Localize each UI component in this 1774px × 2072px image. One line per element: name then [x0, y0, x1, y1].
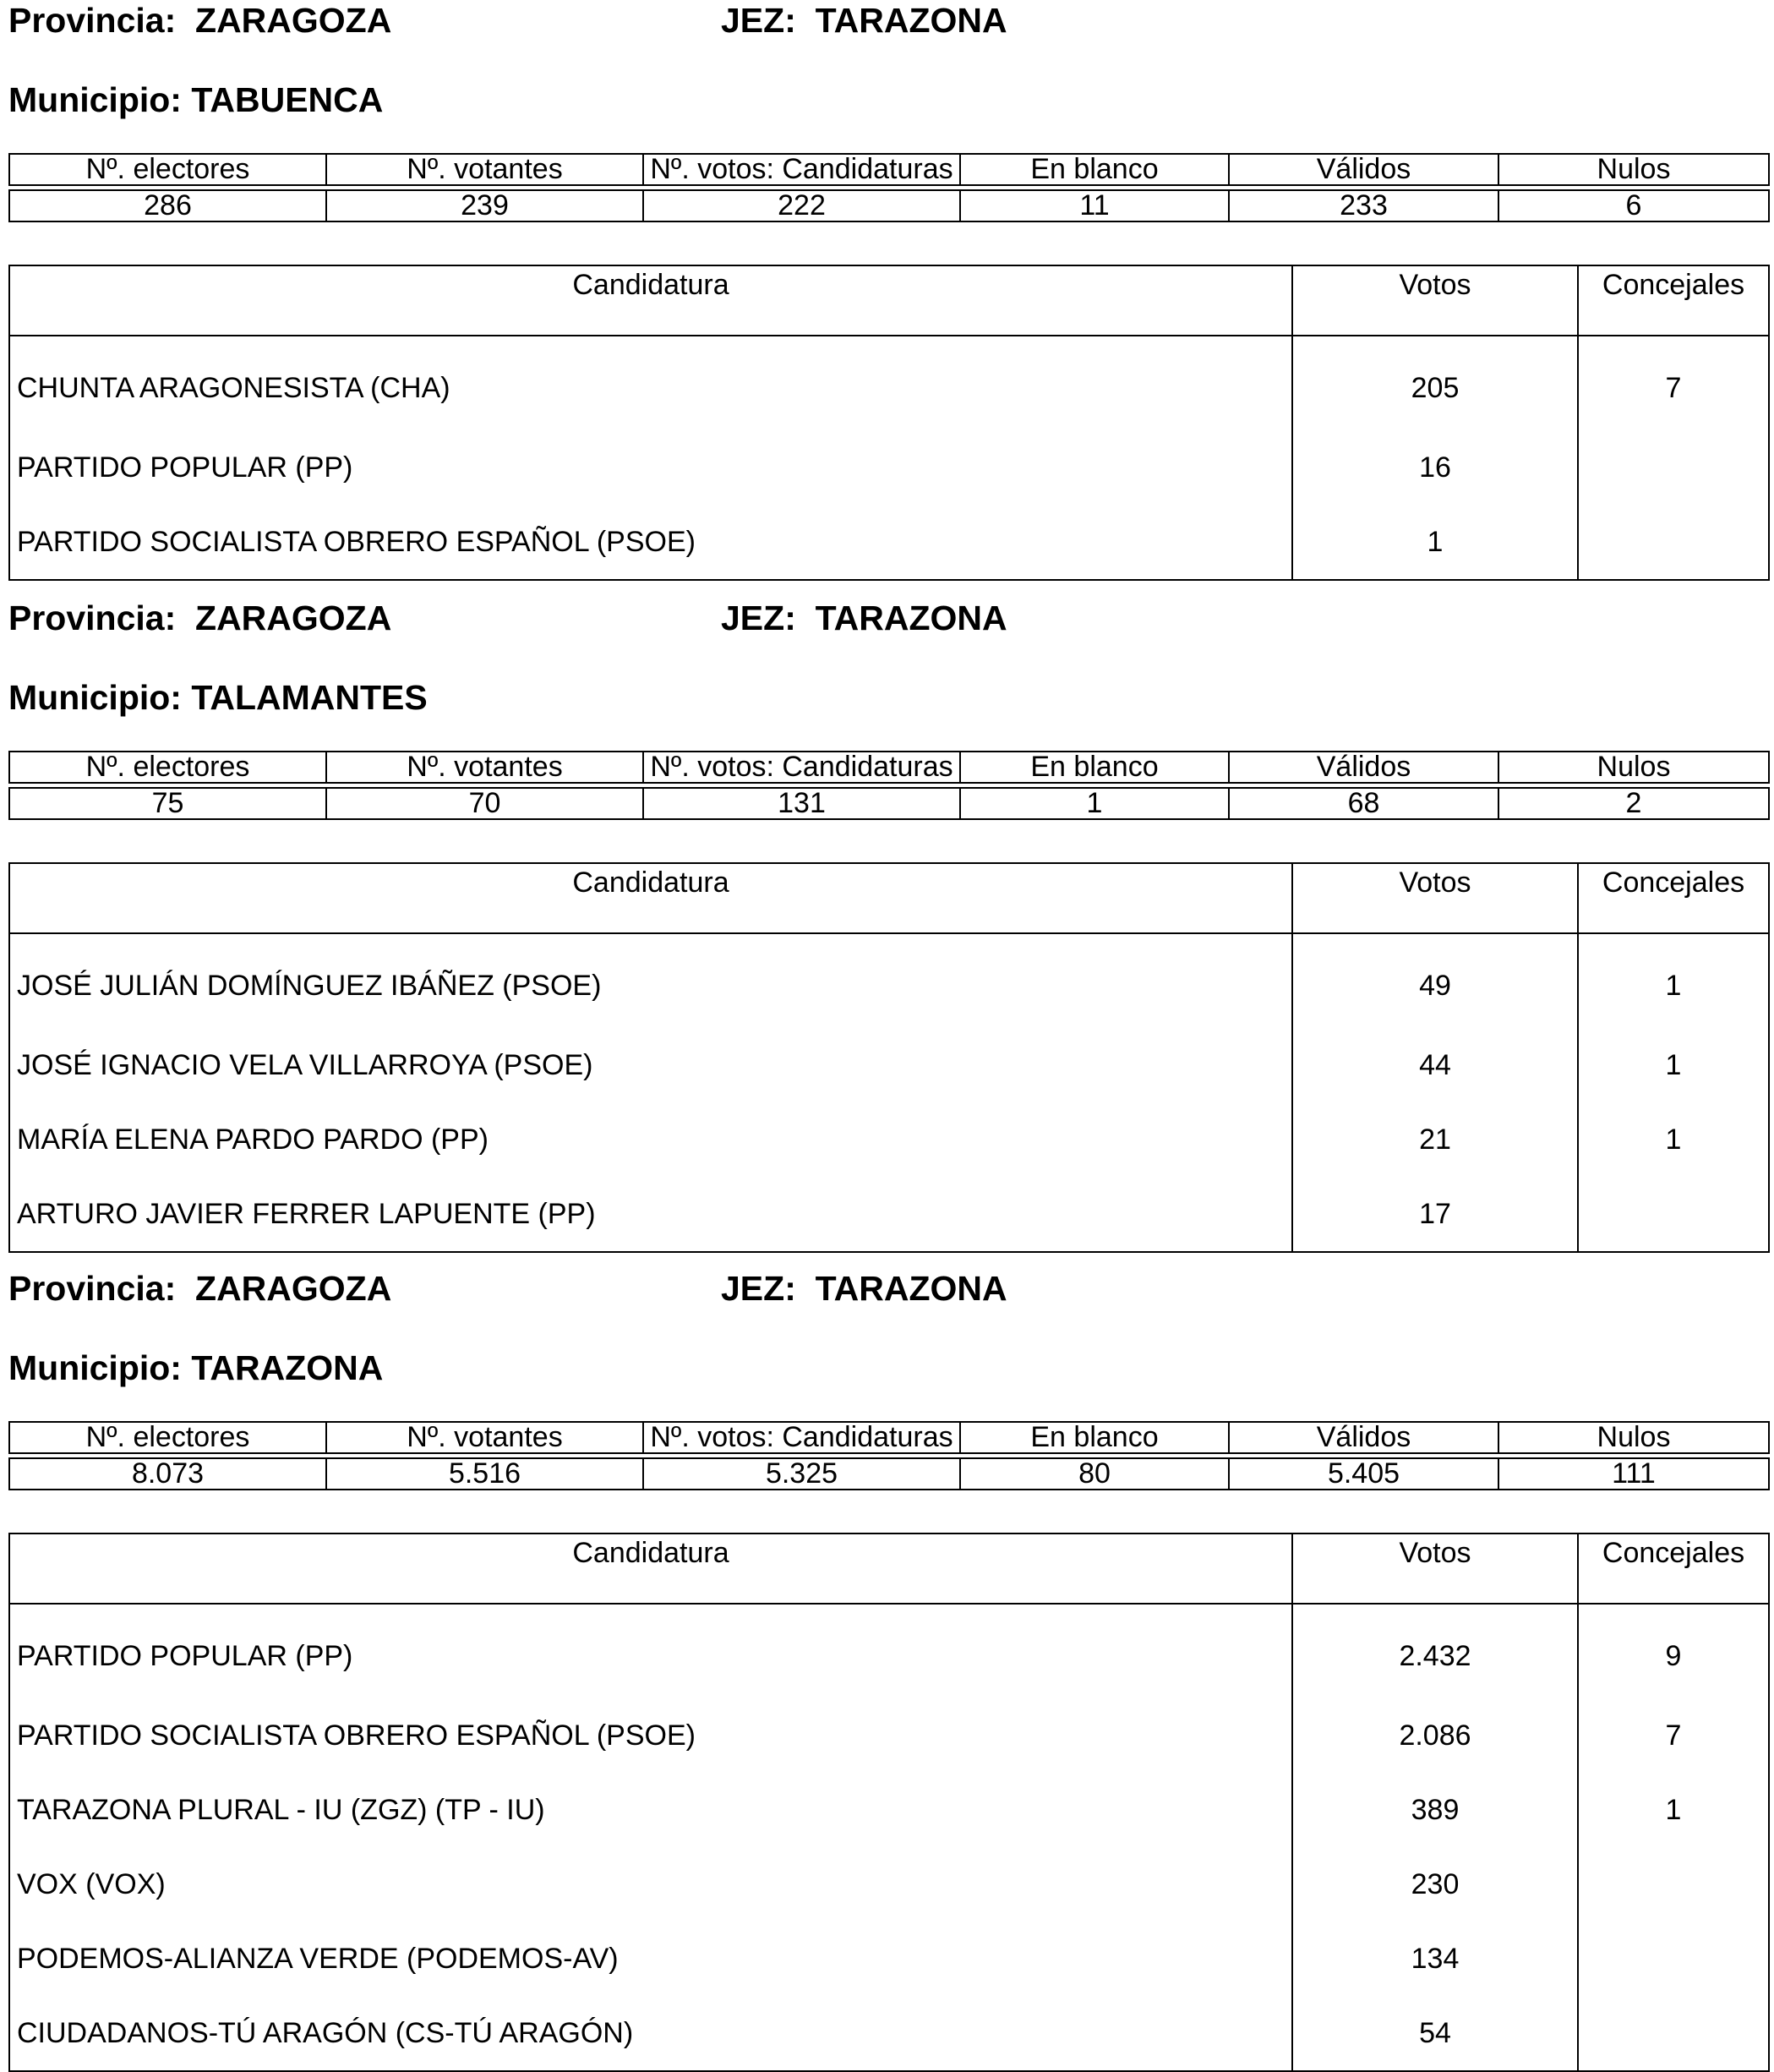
- provincia-heading: [8, 0, 391, 41]
- votos-candidaturas-header: Nº. votos: Candidaturas: [643, 154, 960, 185]
- validos-header: Válidos: [1229, 752, 1498, 783]
- nulos-value: 111: [1498, 1458, 1769, 1490]
- municipio-label: Municipio:: [8, 678, 182, 717]
- municipio-value: TALAMANTES: [191, 678, 428, 717]
- jez-heading: [721, 598, 1007, 638]
- votantes-header: Nº. votantes: [326, 154, 643, 185]
- candidatura-name: JOSÉ JULIÁN DOMÍNGUEZ IBÁÑEZ (PSOE): [17, 970, 602, 1002]
- candidatura-name: MARÍA ELENA PARDO PARDO (PP): [17, 1123, 489, 1156]
- votos-value: 44: [1292, 1028, 1578, 1102]
- results-table: [8, 1533, 1770, 2072]
- jez-label: JEZ:: [721, 1, 796, 40]
- jez-value: TARAZONA: [815, 1, 1007, 40]
- votos-value: 2.086: [1292, 1698, 1578, 1773]
- candidatura-header: Candidatura: [9, 863, 1292, 933]
- en-blanco-header: En blanco: [960, 752, 1229, 783]
- jez-label: JEZ:: [721, 599, 796, 637]
- municipio-label: Municipio:: [8, 80, 182, 119]
- result-row: [9, 1847, 1769, 1922]
- result-row: [9, 1698, 1769, 1773]
- votantes-value: 5.516: [326, 1458, 643, 1490]
- municipio-value: TABUENCA: [191, 80, 384, 119]
- jez-value: TARAZONA: [815, 1269, 1007, 1308]
- candidatura-name: PARTIDO SOCIALISTA OBRERO ESPAÑOL (PSOE): [17, 1719, 696, 1752]
- electores-header: Nº. electores: [9, 752, 326, 783]
- result-row: [9, 1773, 1769, 1847]
- candidatura-name: PARTIDO POPULAR (PP): [17, 451, 353, 484]
- stats-value-row: [9, 788, 1769, 819]
- nulos-header: Nulos: [1498, 752, 1769, 783]
- candidatura-name: PARTIDO POPULAR (PP): [17, 1640, 353, 1672]
- en-blanco-value: 11: [960, 190, 1229, 221]
- validos-value: 233: [1229, 190, 1498, 221]
- concejales-value: 1: [1578, 1773, 1769, 1847]
- result-row: [9, 933, 1769, 1028]
- electores-value: 75: [9, 788, 326, 819]
- concejales-value: [1578, 1177, 1769, 1252]
- votos-header: Votos: [1292, 863, 1578, 933]
- concejales-value: 7: [1578, 336, 1769, 430]
- summary-stats-table: [8, 751, 1770, 820]
- nulos-value: 2: [1498, 788, 1769, 819]
- candidatura-name: VOX (VOX): [17, 1868, 166, 1900]
- candidatura-name: PODEMOS-ALIANZA VERDE (PODEMOS-AV): [17, 1943, 619, 1975]
- provincia-label: Provincia:: [8, 1269, 177, 1308]
- results-header-row: [9, 1533, 1769, 1604]
- votos-value: 54: [1292, 1996, 1578, 2071]
- result-row: [9, 336, 1769, 430]
- stats-header-row: [9, 154, 1769, 185]
- votos-value: 16: [1292, 430, 1578, 505]
- municipio-heading: [8, 79, 383, 120]
- votos-header: Votos: [1292, 265, 1578, 336]
- summary-stats-table: [8, 153, 1770, 222]
- jez-value: TARAZONA: [815, 599, 1007, 637]
- municipio-value: TARAZONA: [191, 1348, 384, 1387]
- result-row: [9, 1922, 1769, 1996]
- provincia-label: Provincia:: [8, 1, 177, 40]
- votos-value: 49: [1292, 933, 1578, 1028]
- concejales-value: 9: [1578, 1604, 1769, 1698]
- concejales-value: [1578, 505, 1769, 580]
- votos-candidaturas-value: 5.325: [643, 1458, 960, 1490]
- provincia-heading: [8, 1268, 391, 1309]
- results-header-row: [9, 863, 1769, 933]
- votantes-value: 239: [326, 190, 643, 221]
- candidatura-name: CHUNTA ARAGONESISTA (CHA): [17, 372, 450, 404]
- result-row: [9, 1604, 1769, 1698]
- provincia-heading: [8, 598, 391, 638]
- nulos-header: Nulos: [1498, 154, 1769, 185]
- results-table: [8, 862, 1770, 1253]
- concejales-value: [1578, 1847, 1769, 1922]
- votantes-value: 70: [326, 788, 643, 819]
- votantes-header: Nº. votantes: [326, 1422, 643, 1453]
- votos-header: Votos: [1292, 1533, 1578, 1604]
- concejales-header: Concejales: [1578, 863, 1769, 933]
- candidatura-name: TARAZONA PLURAL - IU (ZGZ) (TP - IU): [17, 1794, 545, 1826]
- concejales-value: [1578, 430, 1769, 505]
- votos-value: 1: [1292, 505, 1578, 580]
- concejales-header: Concejales: [1578, 265, 1769, 336]
- votos-candidaturas-value: 131: [643, 788, 960, 819]
- candidatura-header: Candidatura: [9, 1533, 1292, 1604]
- votantes-header: Nº. votantes: [326, 752, 643, 783]
- en-blanco-header: En blanco: [960, 154, 1229, 185]
- concejales-header: Concejales: [1578, 1533, 1769, 1604]
- concejales-value: [1578, 1996, 1769, 2071]
- nulos-value: 6: [1498, 190, 1769, 221]
- stats-value-row: [9, 190, 1769, 221]
- provincia-value: ZARAGOZA: [195, 1269, 392, 1308]
- validos-value: 5.405: [1229, 1458, 1498, 1490]
- validos-header: Válidos: [1229, 154, 1498, 185]
- municipio-label: Municipio:: [8, 1348, 182, 1387]
- provincia-label: Provincia:: [8, 599, 177, 637]
- votos-value: 21: [1292, 1102, 1578, 1177]
- validos-value: 68: [1229, 788, 1498, 819]
- votos-candidaturas-value: 222: [643, 190, 960, 221]
- electores-value: 286: [9, 190, 326, 221]
- votos-value: 230: [1292, 1847, 1578, 1922]
- municipio-heading: [8, 1348, 383, 1388]
- candidatura-name: CIUDADANOS-TÚ ARAGÓN (CS-TÚ ARAGÓN): [17, 2017, 634, 2049]
- result-row: [9, 1028, 1769, 1102]
- electores-header: Nº. electores: [9, 1422, 326, 1453]
- stats-header-row: [9, 1422, 1769, 1453]
- votos-value: 2.432: [1292, 1604, 1578, 1698]
- concejales-value: 1: [1578, 1028, 1769, 1102]
- candidatura-header: Candidatura: [9, 265, 1292, 336]
- en-blanco-value: 1: [960, 788, 1229, 819]
- votos-value: 205: [1292, 336, 1578, 430]
- jez-label: JEZ:: [721, 1269, 796, 1308]
- concejales-value: 1: [1578, 933, 1769, 1028]
- en-blanco-header: En blanco: [960, 1422, 1229, 1453]
- jez-heading: [721, 0, 1007, 41]
- candidatura-name: JOSÉ IGNACIO VELA VILLARROYA (PSOE): [17, 1049, 593, 1081]
- electores-header: Nº. electores: [9, 154, 326, 185]
- votos-candidaturas-header: Nº. votos: Candidaturas: [643, 1422, 960, 1453]
- result-row: [9, 1996, 1769, 2071]
- results-header-row: [9, 265, 1769, 336]
- candidatura-name: ARTURO JAVIER FERRER LAPUENTE (PP): [17, 1198, 596, 1230]
- concejales-value: 1: [1578, 1102, 1769, 1177]
- summary-stats-table: [8, 1421, 1770, 1490]
- jez-heading: [721, 1268, 1007, 1309]
- stats-value-row: [9, 1458, 1769, 1490]
- result-row: [9, 1102, 1769, 1177]
- result-row: [9, 430, 1769, 505]
- result-row: [9, 505, 1769, 580]
- votos-value: 134: [1292, 1922, 1578, 1996]
- electores-value: 8.073: [9, 1458, 326, 1490]
- candidatura-name: PARTIDO SOCIALISTA OBRERO ESPAÑOL (PSOE): [17, 526, 696, 558]
- en-blanco-value: 80: [960, 1458, 1229, 1490]
- votos-value: 389: [1292, 1773, 1578, 1847]
- municipio-heading: [8, 677, 428, 718]
- concejales-value: 7: [1578, 1698, 1769, 1773]
- provincia-value: ZARAGOZA: [195, 1, 392, 40]
- results-table: [8, 265, 1770, 581]
- nulos-header: Nulos: [1498, 1422, 1769, 1453]
- stats-header-row: [9, 752, 1769, 783]
- votos-value: 17: [1292, 1177, 1578, 1252]
- result-row: [9, 1177, 1769, 1252]
- provincia-value: ZARAGOZA: [195, 599, 392, 637]
- concejales-value: [1578, 1922, 1769, 1996]
- votos-candidaturas-header: Nº. votos: Candidaturas: [643, 752, 960, 783]
- validos-header: Válidos: [1229, 1422, 1498, 1453]
